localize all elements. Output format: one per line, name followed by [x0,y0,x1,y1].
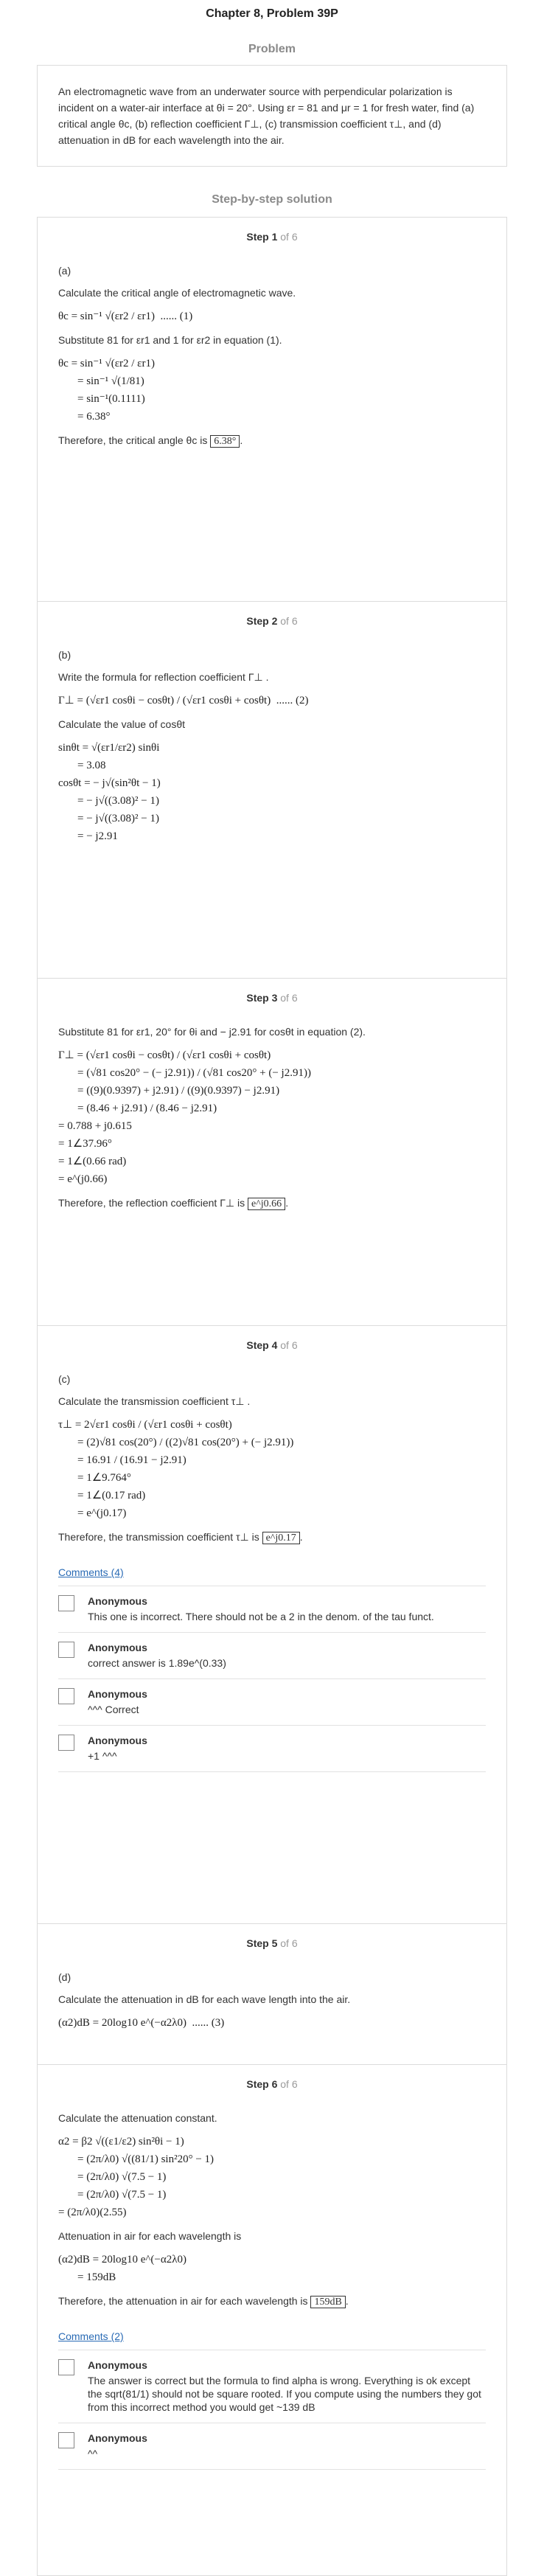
calc-line: α2 = β2 √((ε1/ε2) sin²θi − 1) [58,2136,184,2148]
calc-line: = 1∠9.764° [77,1472,131,1484]
comment-list [58,1586,486,1772]
calc-line: sinθt = √(εr1/εr2) sinθi [58,742,160,754]
step-4 [37,1326,507,1924]
calc-line: = (8.46 + j2.91) / (8.46 − j2.91) [77,1103,217,1114]
calc-line: = (2π/λ0) √(7.5 − 1) [77,2189,167,2201]
step-title: Step 1 of 6 [246,231,298,243]
value-intro: Calculate the value of cosθt [58,718,185,730]
problem-box [37,65,507,167]
problem-text: An electromagnetic wave from an underwater source with perpendicular polarization is incident on a water-air interface at θi = 20°. Using εr = 81 and μr = 1 for fresh water, find (a) critical angle θc, (b) reflection coefficient Γ⊥, (c) transmission coefficient τ⊥, and (d) attenuation in dB for each wavelength into the air. [58,86,475,146]
step-1 [37,217,507,602]
calc-line: τ⊥ = 2√εr1 cosθi / (√εr1 cosθi + cosθt) [58,1419,232,1431]
step-2 [37,602,507,979]
vote-checkbox[interactable] [58,1735,74,1751]
calc-line: cosθt = − j√(sin²θt − 1) [58,777,161,789]
part-label: (a) [58,265,72,277]
equation-3: (α2)dB = 20log10 e^(−α2λ0) ...... (3) [58,2017,225,2029]
comment-text: ^^^ Correct [88,1704,139,1715]
calc-line: = (√81 cos20° − (− j2.91)) / (√81 cos20° + (− j2.91)) [77,1067,311,1079]
comment-author: Anonymous [88,2432,147,2444]
part-label: (b) [58,649,72,661]
comment-author: Anonymous [88,1688,147,1700]
step-title: Step 4 of 6 [246,1339,298,1351]
step-intro: Calculate the attenuation constant. [58,2112,217,2124]
step-3 [37,979,507,1326]
calc-line: (α2)dB = 20log10 e^(−α2λ0) [58,2254,187,2266]
calc-line: Γ⊥ = (√εr1 cosθi − cosθt) / (√εr1 cosθi + cosθt) [58,1049,271,1061]
comment-author: Anonymous [88,1735,147,1746]
comment-author: Anonymous [88,1595,147,1607]
result-box: 6.38° [210,435,240,448]
step-6 [37,2065,507,2576]
step-title: Step 2 of 6 [246,615,298,627]
air-intro: Attenuation in air for each wavelength is [58,2230,242,2242]
comment-text: ^^ [88,2448,98,2459]
step-intro: Write the formula for reflection coefficient Γ⊥ . [58,671,269,683]
comments-link[interactable]: Comments (2) [58,2330,124,2342]
calc-line: = e^(j0.66) [58,1173,108,1185]
calc-line: = 1∠(0.66 rad) [58,1156,127,1167]
calc-line: θc = sin⁻¹ √(εr2 / εr1) [58,358,155,369]
calc-line: = − j2.91 [77,830,118,842]
vote-checkbox[interactable] [58,2432,74,2448]
step-title: Step 5 of 6 [246,1937,298,1949]
comment-author: Anonymous [88,1642,147,1653]
step-5 [37,1924,507,2065]
part-label: (c) [58,1373,71,1385]
calc-line: = 3.08 [77,760,106,771]
calc-line: = (2π/λ0) √(7.5 − 1) [77,2171,167,2183]
substitution-text: Substitute 81 for εr1 and 1 for εr2 in equation (1). [58,334,282,346]
vote-checkbox[interactable] [58,1688,74,1704]
vote-checkbox[interactable] [58,1642,74,1658]
equation-1: θc = sin⁻¹ √(εr2 / εr1) ...... (1) [58,310,193,322]
calc-line: = − j√((3.08)² − 1) [77,813,160,824]
step-title: Step 6 of 6 [246,2078,298,2090]
comment [58,2423,486,2470]
comment [58,1633,486,1679]
comment-author: Anonymous [88,2359,147,2371]
vote-checkbox[interactable] [58,2359,74,2375]
comment-text: The answer is correct but the formula to find alpha is wrong. Everything is ok except the sqrt(81/1) should not be square rooted. If you compute using the numbers they got from this incorrect method you would get ~139 dB [88,2375,481,2413]
calc-line: = (2π/λ0)(2.55) [58,2207,127,2218]
comments-link[interactable]: Comments (4) [58,1566,124,1578]
result-line: Therefore, the transmission coefficient τ⊥ is e^j0.17 . [58,1531,303,1544]
calc-line: = 16.91 / (16.91 − j2.91) [77,1454,186,1466]
step-intro: Calculate the transmission coefficient τ⊥ . [58,1395,251,1407]
step-title: Step 3 of 6 [246,992,298,1004]
part-label: (d) [58,1971,72,1983]
comment [58,2350,486,2423]
comment [58,1586,486,1633]
solution-heading: Step-by-step solution [212,193,332,206]
step-intro: Calculate the critical angle of electromagnetic wave. [58,287,296,299]
calc-line: = 159dB [77,2271,116,2283]
calc-line: = ((9)(0.9397) + j2.91) / ((9)(0.9397) − j2.91) [77,1085,280,1097]
calc-line: = 1∠(0.17 rad) [77,1490,146,1501]
step-intro: Substitute 81 for εr1, 20° for θi and − j2.91 for cosθt in equation (2). [58,1026,366,1038]
calc-line: = 6.38° [77,411,111,423]
result-line: Therefore, the critical angle θc is 6.38° . [58,434,243,447]
calc-line: = sin⁻¹(0.1111) [77,393,145,405]
result-line: Therefore, the attenuation in air for each wavelength is 159dB . [58,2295,349,2308]
calc-line: = 1∠37.96° [58,1138,112,1150]
comment [58,1726,486,1772]
result-box: e^j0.17 [262,1532,300,1544]
calc-line: = − j√((3.08)² − 1) [77,795,160,807]
result-box: e^j0.66 [248,1198,285,1210]
problem-heading: Problem [248,43,296,55]
comment-list [58,2350,486,2470]
comment-text: correct answer is 1.89e^(0.33) [88,1657,226,1669]
comment-text: +1 ^^^ [88,1750,117,1762]
vote-checkbox[interactable] [58,1595,74,1611]
equation-2: Γ⊥ = (√εr1 cosθi − cosθt) / (√εr1 cosθi + cosθt) ...... (2) [58,695,309,707]
page-title: Chapter 8, Problem 39P [206,7,338,20]
result-line: Therefore, the reflection coefficient Γ⊥ is e^j0.66 . [58,1197,289,1209]
comment-text: This one is incorrect. There should not be a 2 in the denom. of the tau funct. [88,1611,434,1622]
step-intro: Calculate the attenuation in dB for each wave length into the air. [58,1993,351,2005]
result-box: 159dB [310,2296,345,2308]
calc-line: = (2π/λ0) √((81/1) sin²20° − 1) [77,2153,215,2165]
calc-line: = sin⁻¹ √(1/81) [77,375,144,387]
calc-line: = 0.788 + j0.615 [58,1120,132,1132]
comment [58,1679,486,1726]
calc-line: = e^(j0.17) [77,1507,127,1519]
calc-line: = (2)√81 cos(20°) / ((2)√81 cos(20°) + (− j2.91)) [77,1437,294,1448]
